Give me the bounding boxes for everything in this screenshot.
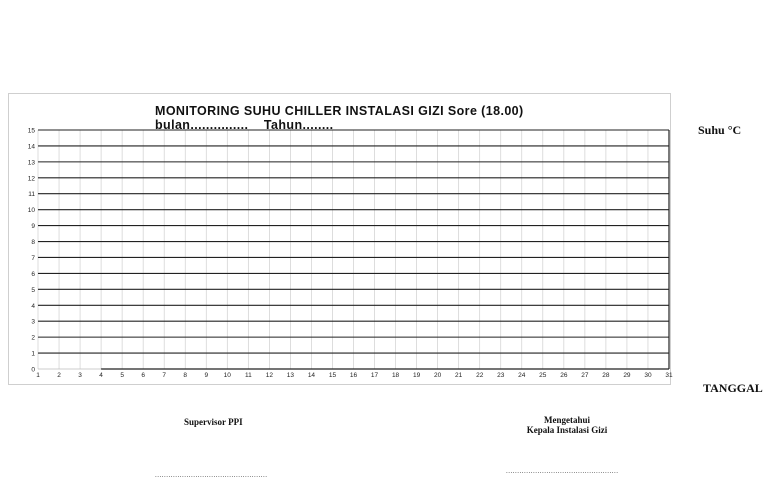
y-tick-label: 4	[31, 302, 35, 310]
x-tick-label: 18	[391, 372, 400, 379]
x-tick-label: 8	[183, 372, 188, 379]
acknowledged-label: Mengetahui	[544, 415, 590, 425]
x-tick-label: 4	[99, 372, 103, 379]
y-tick-label: 13	[27, 159, 35, 167]
x-tick-label: 26	[560, 372, 568, 379]
x-tick-label: 29	[623, 372, 631, 379]
x-tick-label: 2	[57, 372, 61, 379]
x-tick-label: 6	[141, 372, 145, 379]
y-tick-label: 9	[31, 223, 35, 231]
x-tick-label: 23	[497, 372, 505, 379]
y-tick-label: 14	[27, 143, 35, 151]
x-tick-label: 7	[162, 372, 167, 379]
x-tick-label: 15	[328, 372, 337, 379]
y-tick-label: 15	[27, 127, 35, 135]
supervisor-ppi-label: Supervisor PPI	[184, 417, 243, 427]
chart-title: MONITORING SUHU CHILLER INSTALASI GIZI Sore (18.00)	[155, 104, 524, 118]
x-tick-label: 13	[286, 372, 295, 379]
x-tick-label: 30	[644, 372, 652, 379]
x-tick-label: 20	[434, 372, 442, 379]
y-tick-label: 8	[31, 239, 35, 247]
y-tick-label: 2	[31, 334, 35, 342]
y-tick-label: 6	[31, 270, 35, 278]
x-tick-label: 28	[602, 372, 610, 379]
head-signature-line: ..................................................	[506, 467, 619, 475]
y-axis-unit-label: Suhu °C	[698, 123, 742, 137]
x-tick-label: 21	[455, 372, 463, 379]
x-tick-label: 12	[265, 372, 273, 379]
x-tick-label: 16	[349, 372, 358, 379]
y-tick-label: 0	[31, 366, 35, 374]
x-tick-label: 14	[307, 372, 316, 379]
y-tick-label: 12	[27, 175, 35, 183]
chart-subtitle: bulan............... Tahun........	[155, 118, 334, 132]
y-tick-label: 7	[31, 254, 35, 262]
supervisor-signature-line: ..................................................	[155, 471, 268, 479]
x-tick-label: 10	[223, 372, 231, 379]
x-tick-label: 17	[370, 372, 379, 379]
head-of-nutrition-label: Kepala Instalasi Gizi	[526, 425, 608, 435]
x-tick-label: 19	[412, 372, 421, 379]
x-tick-label: 25	[539, 372, 547, 379]
x-tick-label: 22	[476, 372, 484, 379]
y-tick-label: 3	[31, 318, 35, 326]
x-tick-label: 11	[244, 372, 252, 379]
y-tick-label: 5	[31, 286, 35, 294]
x-tick-label: 24	[518, 372, 526, 379]
y-tick-label: 1	[31, 350, 35, 358]
x-tick-label: 3	[78, 372, 82, 379]
x-tick-label: 27	[581, 372, 589, 379]
x-axis-unit-label: TANGGAL	[703, 381, 763, 395]
x-tick-label: 1	[36, 372, 40, 379]
x-tick-label: 5	[120, 372, 124, 379]
y-tick-label: 11	[28, 191, 35, 199]
x-tick-label: 31	[665, 372, 673, 379]
y-tick-label: 10	[27, 207, 35, 215]
x-tick-label: 9	[204, 372, 209, 379]
